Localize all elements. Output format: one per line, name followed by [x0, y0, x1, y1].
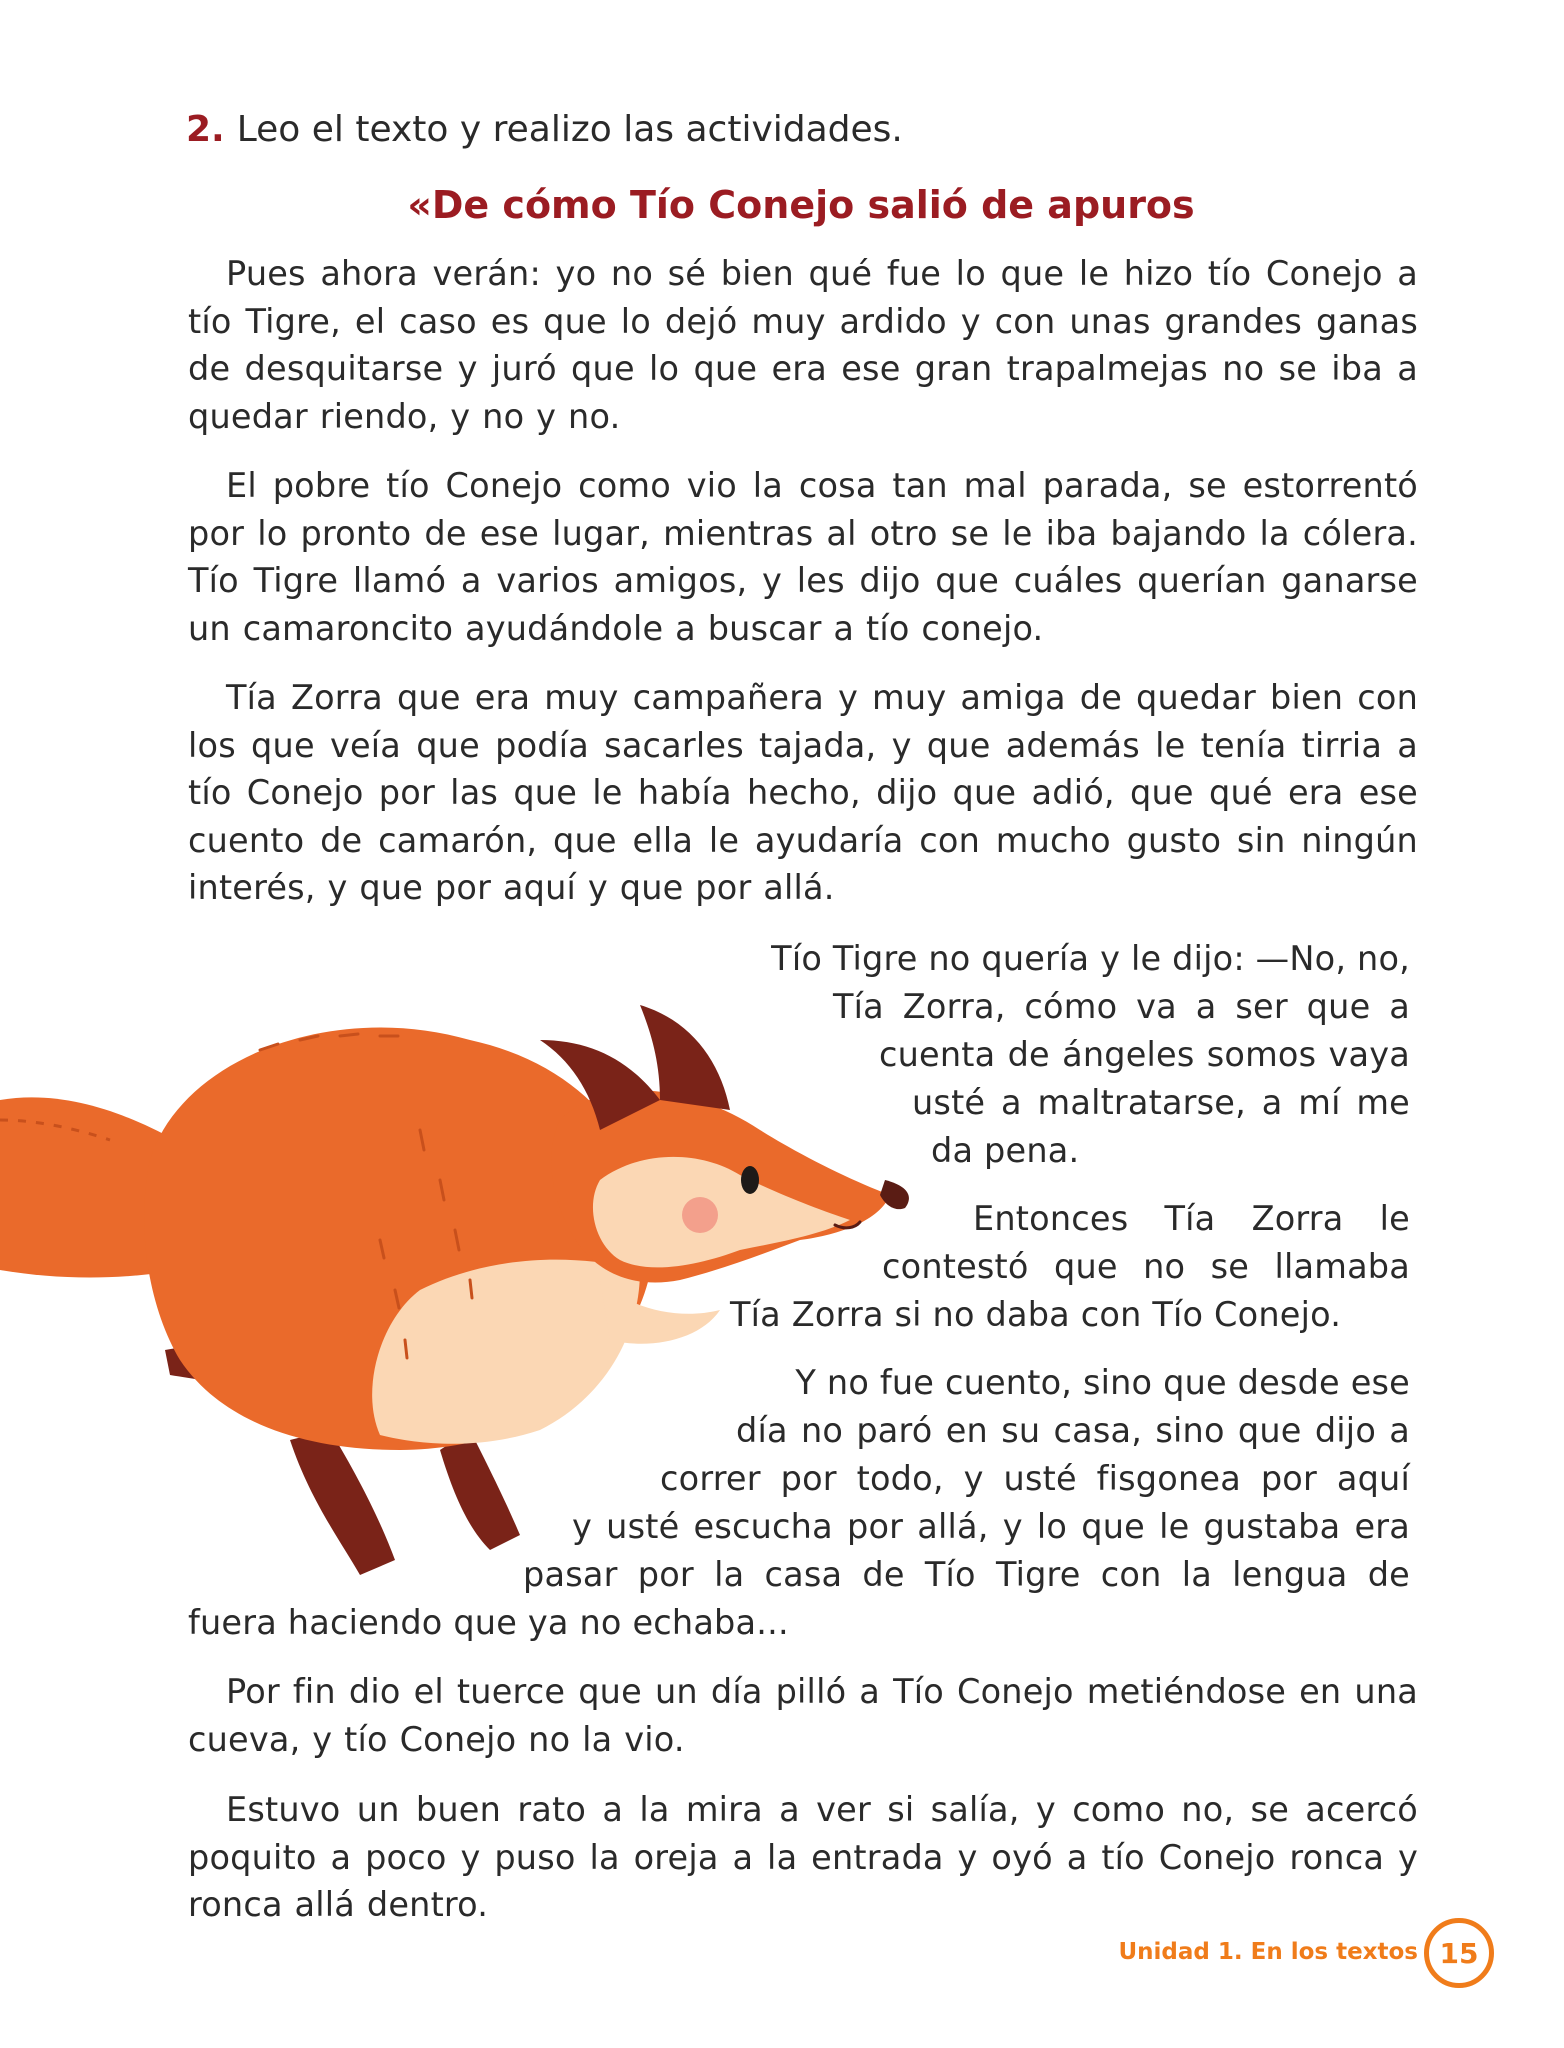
- wrap-line-5: da pena.: [931, 1131, 1080, 1170]
- instruction-text: Leo el texto y realizo las actividades.: [236, 109, 903, 150]
- wrap-line-14: fuera haciendo que ya no echaba...: [188, 1603, 789, 1642]
- wrap-line-12: y usté escucha por allá, y lo que le gustaba era: [572, 1507, 1410, 1546]
- instruction-number: 2.: [186, 109, 225, 150]
- paragraph-3: Tía Zorra que era muy campañera y muy amiga de quedar bien con los que veía que podía sacarles tajada, y que además le tenía tirria a tío Conejo por las que le había hecho, dijo que adió, que qué era ese cuento de camarón, que ella le ayudaría con mucho gusto sin ningún interés, y que por aquí y que por allá.: [188, 678, 1418, 907]
- wrap-line-13: pasar por la casa de Tío Tigre con la lengua de: [523, 1555, 1410, 1594]
- wrap-line-10: día no paró en su casa, sino que dijo a: [736, 1411, 1410, 1450]
- wrap-line-11: correr por todo, y usté fisgonea por aquí: [660, 1459, 1410, 1498]
- unit-label: Unidad 1. En los textos: [1118, 1939, 1418, 1965]
- story-title: «De cómo Tío Conejo salió de apuros: [407, 183, 1195, 227]
- page-number: 15: [1424, 1918, 1494, 1988]
- wrap-line-1: Tío Tigre no quería y le dijo: —No, no,: [771, 939, 1410, 978]
- wrap-line-2: Tía Zorra, cómo va a ser que a: [833, 987, 1410, 1026]
- instruction: [186, 104, 1416, 156]
- paragraph-5: Estuvo un buen rato a la mira a ver si salía, y como no, se acercó poquito a poco y puso la oreja a la entrada y oyó a tío Conejo ronca y ronca allá dentro.: [188, 1790, 1418, 1924]
- wrap-line-3: cuenta de ángeles somos vaya: [879, 1035, 1410, 1074]
- wrap-line-7: contestó que no se llamaba: [882, 1247, 1410, 1286]
- paragraph-4: Por fin dio el tuerce que un día pilló a Tío Conejo metiéndose en una cueva, y tío Conejo no la vio.: [188, 1672, 1418, 1759]
- wrap-line-4: usté a maltratarse, a mí me: [912, 1083, 1410, 1122]
- wrap-line-8: Tía Zorra si no daba con Tío Conejo.: [730, 1295, 1342, 1334]
- wrap-line-9: Y no fue cuento, sino que desde ese: [795, 1363, 1410, 1402]
- paragraph-1: Pues ahora verán: yo no sé bien qué fue lo que le hizo tío Conejo a tío Tigre, el caso es que lo dejó muy ardido y con unas grandes ganas de desquitarse y juró que lo que era ese gran trapalmejas no se iba a quedar riendo, y no y no.: [188, 254, 1418, 436]
- wrap-line-6: Entonces Tía Zorra le: [973, 1199, 1410, 1238]
- paragraph-2: El pobre tío Conejo como vio la cosa tan mal parada, se estorrentó por lo pronto de ese lugar, mientras al otro se le iba bajando la cólera. Tío Tigre llamó a varios amigos, y les dijo que cuáles querían ganarse un camaroncito ayudándole a buscar a tío conejo.: [188, 466, 1418, 648]
